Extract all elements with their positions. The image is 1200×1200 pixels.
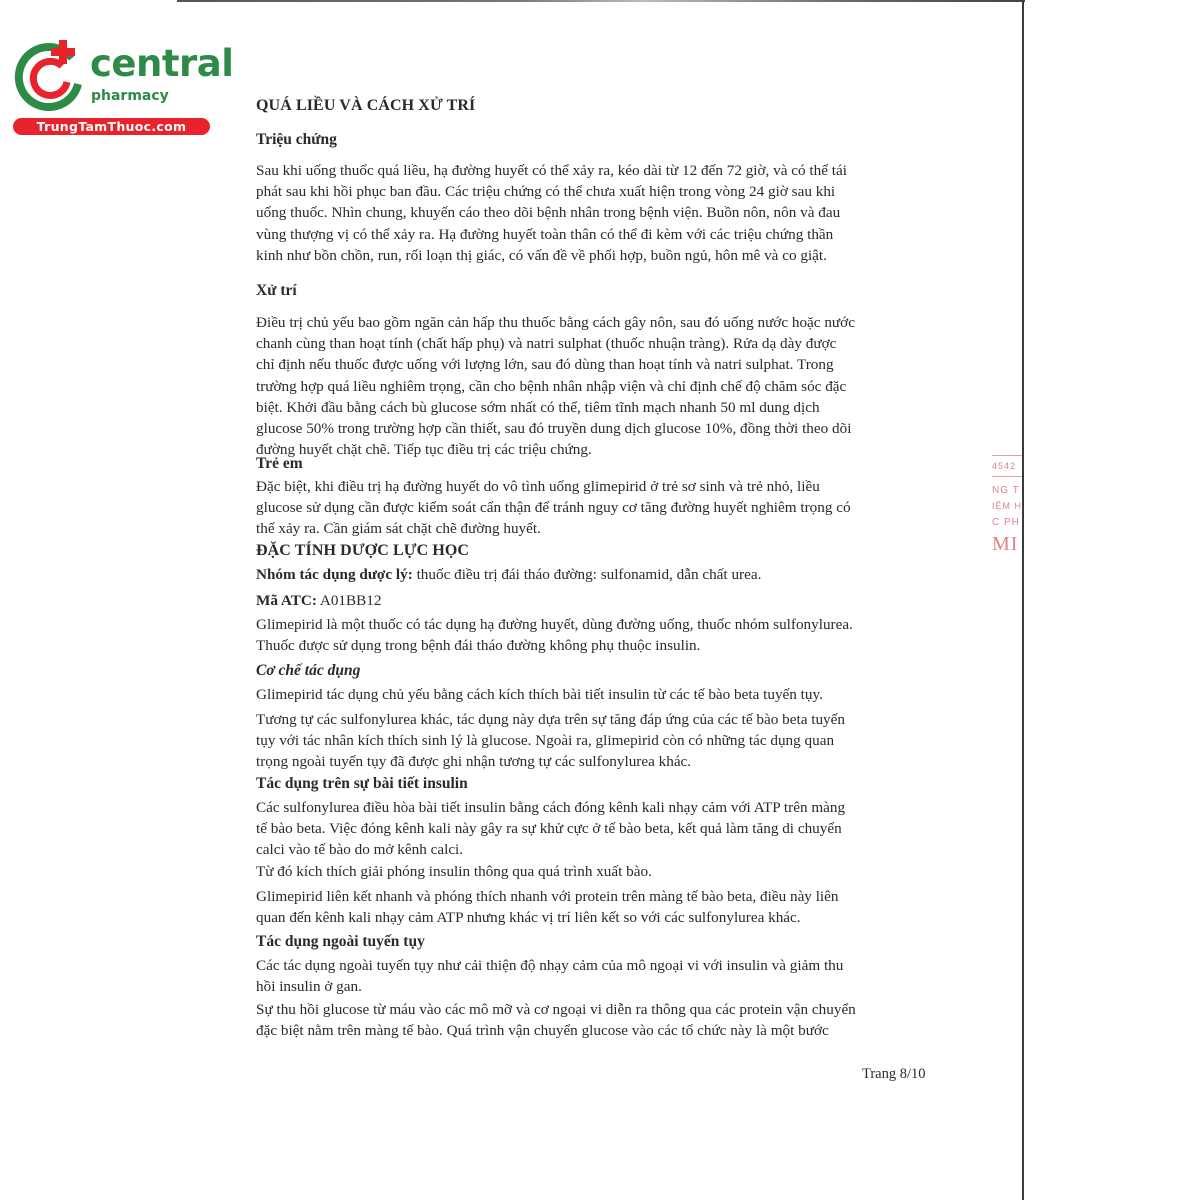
pharmacy-c-cross-icon xyxy=(12,38,88,114)
atc-value: A01BB12 xyxy=(316,592,382,609)
stamp-number: 4542 xyxy=(992,455,1022,477)
heading-treatment: Xử trí xyxy=(256,282,297,299)
scan-edge-right xyxy=(1022,0,1024,1200)
heading-extrapancreatic: Tác dụng ngoài tuyến tụy xyxy=(256,933,425,950)
paragraph-extrapancreatic-1: Các tác dụng ngoài tuyến tụy như cải thiện độ nhạy cảm của mô ngoại vi với insulin và giảm thu hồi insulin ở gan. xyxy=(256,957,844,996)
paragraph-insulin-secretion-2: Từ đó kích thích giải phóng insulin thông qua quá trình xuất bào. xyxy=(256,863,652,880)
pharm-group-label: Nhóm tác dụng dược lý: xyxy=(256,566,413,583)
paragraph-insulin-secretion-1: Các sulfonylurea điều hòa bài tiết insulin bằng cách đóng kênh kali nhạy cảm với ATP trên màng tế bào beta. Việc đóng kênh kali này gây ra sự khử cực ở tế bào beta, kết quả làm tăng di chuyển calci vào tế bào do mở kênh calci. xyxy=(256,799,846,859)
pharm-group xyxy=(256,566,761,584)
paragraph-mechanism-1: Glimepirid tác dụng chủ yếu bằng cách kích thích bài tiết insulin từ các tế bào beta tuyến tụy. xyxy=(256,686,823,703)
scan-edge-top xyxy=(177,0,1025,2)
pharm-group-value: thuốc điều trị đái tháo đường: sulfonamid, dẫn chất urea. xyxy=(412,566,762,583)
paragraph-symptoms: Sau khi uống thuốc quá liều, hạ đường huyết có thể xảy ra, kéo dài từ 12 đến 72 giờ, và có thể tái phát sau khi hồi phục ban đầu. Các triệu chứng có thể chưa xuất hiện trong vòng 24 giờ sau khi uống thuốc. Nhìn chung, khuyến cáo theo dõi bệnh nhân trong bệnh viện. Buồn nôn, nôn và đau vùng thượng vị có thể xảy ra. Hạ đường huyết toàn thân có thể đi kèm với các triệu chứng thần kinh như bồn chồn, run, rối loạn thị giác, có vấn đề về phối hợp, buồn ngủ, hôn mê và co giật. xyxy=(256,162,847,264)
stamp-line: IỆM H xyxy=(992,501,1022,511)
paragraph-intro: Glimepirid là một thuốc có tác dụng hạ đường huyết, dùng đường uống, thuốc nhóm sulfonylurea. Thuốc được sử dụng trong bệnh đái tháo đường không phụ thuộc insulin. xyxy=(256,616,853,655)
stamp-line: MI xyxy=(992,533,1019,555)
paragraph-insulin-secretion-3: Glimepirid liên kết nhanh và phóng thích nhanh với protein trên màng tế bào beta, điều này liên quan đến kênh kali nhạy cảm ATP nhưng khác vị trí liên kết so với các sulfonylurea khác. xyxy=(256,888,839,927)
stamp-line: C PH xyxy=(992,517,1020,528)
central-pharmacy-logo[interactable] xyxy=(12,38,234,138)
logo-brand: central xyxy=(90,42,234,85)
paragraph-treatment: Điều trị chủ yếu bao gồm ngăn cản hấp thu thuốc bằng cách gây nôn, sau đó uống nước hoặc nước chanh cùng than hoạt tính (chất hấp phụ) và natri sulphat (thuốc nhuận tràng). Rửa dạ dày được chỉ định nếu thuốc được uống với lượng lớn, sau đó dùng than hoạt tính và natri sulphat. Trong trường hợp quá liều nghiêm trọng, cần cho bệnh nhân nhập viện và chỉ định chế độ chăm sóc đặc biệt. Khởi đầu bằng cách bù glucose sớm nhất có thể, tiêm tĩnh mạch nhanh 50 ml dung dịch glucose 50% trong trường hợp cần thiết, sau đó truyền dung dịch glucose 10%, đồng thời theo dõi đường huyết chặt chẽ. Tiếp tục điều trị các triệu chứng. xyxy=(256,314,855,459)
logo-website[interactable]: TrungTamThuoc.com xyxy=(13,118,210,135)
heading-insulin-secretion: Tác dụng trên sự bài tiết insulin xyxy=(256,775,468,792)
paragraph-mechanism-2: Tương tự các sulfonylurea khác, tác dụng này dựa trên sự tăng đáp ứng của các tế bào beta tuyến tụy với tác nhân kích thích sinh lý là glucose. Ngoài ra, glimepirid còn có những tác dụng quan trọng ngoài tuyến tụy đã được ghi nhận tương tự các sulfonylurea khác. xyxy=(256,711,845,771)
page-number: Trang 8/10 xyxy=(862,1066,926,1082)
section-title-pharmacodynamics: ĐẶC TÍNH DƯỢC LỰC HỌC xyxy=(256,542,470,559)
heading-symptoms: Triệu chứng xyxy=(256,131,337,148)
heading-mechanism: Cơ chế tác dụng xyxy=(256,662,361,679)
section-title-overdose: QUÁ LIỀU VÀ CÁCH XỬ TRÍ xyxy=(256,97,476,114)
stamp-line: NG T xyxy=(992,485,1020,496)
logo-subtitle: pharmacy xyxy=(91,88,169,104)
atc-code xyxy=(256,592,381,610)
paragraph-extrapancreatic-2: Sự thu hồi glucose từ máu vào các mô mỡ và cơ ngoại vi diễn ra thông qua các protein vận chuyển đặc biệt nằm trên màng tế bào. Quá trình vận chuyển glucose vào các tổ chức này là một bước xyxy=(256,1001,856,1040)
heading-children: Trẻ em xyxy=(256,455,303,472)
paragraph-children: Đặc biệt, khi điều trị hạ đường huyết do vô tình uống glimepirid ở trẻ sơ sinh và trẻ nhỏ, liều glucose sử dụng cần được kiểm soát cẩn thận để tránh nguy cơ tăng đường huyết nghiêm trọng có thể xảy ra. Cần giám sát chặt chẽ đường huyết. xyxy=(256,478,851,538)
atc-label: Mã ATC: xyxy=(256,592,317,609)
red-stamp xyxy=(992,455,1022,575)
